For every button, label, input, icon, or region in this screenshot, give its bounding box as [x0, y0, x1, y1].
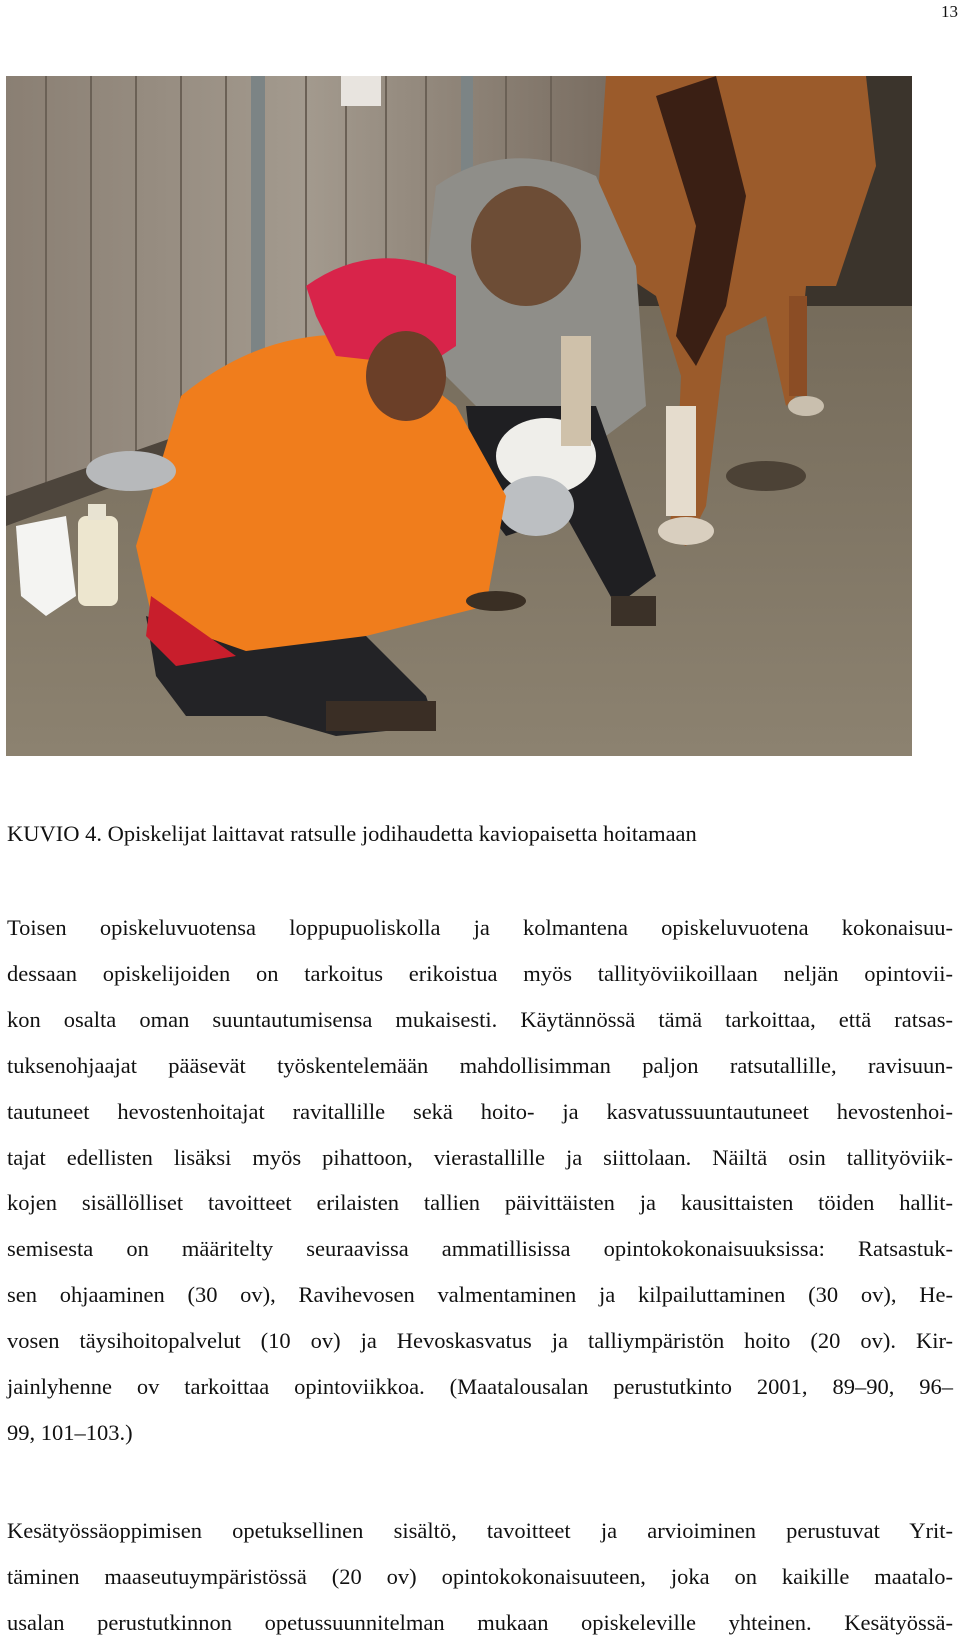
paragraph-line: 99, 101–103.)	[7, 1419, 133, 1445]
paragraph-line: semisesta on määritelty seuraavissa ammatillisissa opintokokonaisuuksissa: Ratsastuk-	[7, 1236, 953, 1262]
paragraph-line: Kesätyössäoppimisen opetuksellinen sisältö, tavoitteet ja arvioiminen perustuvat Yrit-	[7, 1518, 953, 1543]
body-paragraph-1	[7, 905, 953, 1456]
paragraph-line: tautuneet hevostenhoitajat ravitallille sekä hoito- ja kasvatussuuntautuneet hevostenhoi-	[7, 1098, 953, 1124]
paragraph-line: jainlyhenne ov tarkoittaa opintoviikkoa. (Maatalousalan perustutkinto 2001, 89–90, 96–	[7, 1374, 953, 1400]
paragraph-line: vosen täysihoitopalvelut (10 ov) ja Hevoskasvatus ja talliympäristön hoito (20 ov). Kir-	[7, 1328, 953, 1354]
paragraph-line: usalan perustutkinnon opetussuunnitelman mukaan opiskeleville yhteinen. Kesätyössä-	[7, 1609, 953, 1635]
paragraph-line: täminen maaseutuympäristössä (20 ov) opintokokonaisuuteen, joka on kaikille maatalo-	[7, 1563, 953, 1589]
paragraph-line: tuksenohjaajat pääsevät työskentelemään mahdollisimman paljon ratsutallille, ravisuun-	[7, 1052, 953, 1078]
paragraph-line: sen ohjaaminen (30 ov), Ravihevosen valmentaminen ja kilpailuttaminen (30 ov), He-	[7, 1282, 953, 1308]
paragraph-line: Toisen opiskeluvuotensa loppupuoliskolla ja kolmantena opiskeluvuotena kokonaisuu-	[7, 915, 953, 940]
page-number: 13	[941, 2, 958, 21]
body-paragraph-2	[7, 1508, 953, 1646]
paragraph-line: kojen sisällölliset tavoitteet erilaisten tallien päivittäisten ja kausittaisten töiden hallit-	[7, 1190, 953, 1216]
figure-caption: KUVIO 4. Opiskelijat laittavat ratsulle jodihaudetta kaviopaisetta hoitamaan	[7, 821, 697, 846]
paragraph-line: kon osalta oman suuntautumisensa mukaisesti. Käytännössä tämä tarkoittaa, että ratsas-	[7, 1006, 953, 1032]
paragraph-line: tajat edellisten lisäksi myös pihattoon, vierastallille ja siittolaan. Näiltä osin tallityöviik-	[7, 1144, 953, 1170]
stable-scene-illustration	[6, 76, 912, 756]
figure-photo	[6, 76, 912, 756]
paragraph-line: dessaan opiskelijoiden on tarkoitus erikoistua myös tallityöviikoillaan neljän opintovii-	[7, 960, 953, 986]
